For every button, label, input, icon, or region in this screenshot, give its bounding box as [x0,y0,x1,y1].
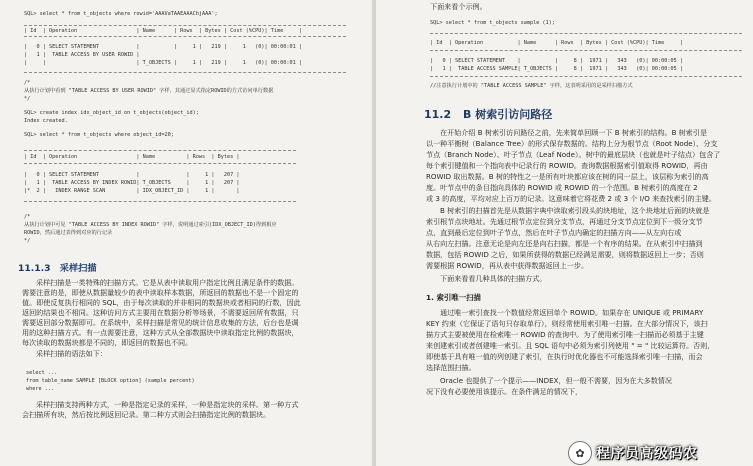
paragraph-line: KEY 约束（它保证了语句只存取单行），则经常使用索引唯一扫描。在大部分情况下，该扫 [426,319,708,328]
table-rule [24,163,296,164]
section-heading-sampling [18,260,97,274]
section-heading-btree [424,106,552,122]
paragraph-line: 节点（Branch Node）、叶子节点（Leaf Node）。树中的最底层块（也就是叶子结点）包含了 [426,150,721,159]
paragraph-line: 索引根节点块地址。先通过根节点定位到分支节点，再通过分支节点定位到下一级分支节 [426,217,703,226]
syntax-line: from table_name SAMPLE [BLOCK option] (sample percent) [26,378,195,384]
paragraph-line: 来创建索引或者创建唯一索引。且 SQL 语句中必须为索引列使用 " = " 比较运算符。否则， [426,341,715,350]
plan-row: | 0 | SELECT STATEMENT | | 8 | 1971 | 343 (0)| 00:00:05 | [430,58,683,64]
plan-header: | Id | Operation | Name | Rows | Bytes | Cost (%CPU)| Time | [430,40,683,46]
paragraph-line: 通过唯一索引查找一个数值经常返回单个 ROWID。如果存在 UNIQUE 或 PRIMARY [440,308,704,317]
code-line: Index created. [24,118,68,124]
syntax-line: select ... [26,370,58,376]
plan-row: | 0 | SELECT STATEMENT | | 1 | 219 | 1 (0)| 00:00:01 | [24,44,302,50]
paragraph-line: 会扫描所有块，然后按比例返回记录。第二种方式则会扫描指定比例的数据块。 [22,410,271,419]
paragraph-line: 选择范围扫描。 [426,363,476,372]
paragraph-line: B 树索引的扫描首先是从数据字典中读取索引段头的块地址，这个块地址后面的块就是 [440,206,710,215]
plan-header: | Id | Operation | Name | Rows | Bytes | Cost (%CPU)| Time | [24,28,302,34]
code-line: SQL> select * from t_objects where object_id=20; [24,132,174,138]
paragraph-line: 以一种平衡树（Balance Tree）的形式保存数据的。结构上分为根节点（Root Node）、分支 [426,139,718,148]
paragraph-line: 况下没有必要使用该提示。在条件满足的情况下， [426,387,583,396]
paragraph-line: 用的这种扫描方式。有一点需要注意，这种方式从全部数据块中读取指定比例的数据块， [22,328,299,337]
table-rule [24,150,296,151]
table-rule [430,50,742,51]
section-title: B 树索引访问路径 [462,108,553,121]
paragraph-line: 采样扫描是一类特殊的扫描方式。它是从表中读取用户指定比例且满足条件的数据。 [36,278,299,287]
paragraph-line: 描方式主要被使用在检索唯一 ROWID 的查询中。为了使用索引唯一扫描而必须基于主键 [426,330,704,339]
code-comment: ROWID，然后通过表得到对应的行记录 [24,230,113,236]
table-rule [24,201,296,202]
subsection-heading: 1. 索引唯一扫描 [426,293,481,302]
paragraph-line: 度。叶节点中的条目指向具体的 ROWID 或 ROWID 的一个范围。B 树索引的高度在 2 [426,183,698,192]
code-comment: //注意执行计划中的 "TABLE ACCESS SAMPLE" 字样，这表明采用的是采样扫描方式 [430,83,633,89]
section-number: 11.1.3 [18,263,51,274]
paragraph-line: 在开始介绍 B 树索引访问路径之前，先来简单回顾一下 B 树索引的结构。B 树索引是 [440,128,708,137]
code-comment: 从执行计划中可见 "TABLE ACCESS BY INDEX ROWID" 字样，说明通过索引(IDX_OBJECT_ID)得到相应 [24,222,277,228]
paragraph-line: 采样扫描支持两种方式，一种是指定记录的采样，一种是指定块的采样。第一种方式 [36,400,299,409]
code-comment: /* [24,214,31,220]
wechat-logo-icon: ✿ [568,441,592,465]
paragraph-line: 需要注意的是，即使从数据量较少的表中读取样本数据，所返回的数据也不是一个固定的 [22,288,299,297]
paragraph-line: 返回的结果也不相同。这种访问方式主要用在数据分析等场景，不需要返回所有数据，只 [22,308,299,317]
paragraph-line: 数据，包括 ROWID 之后，如果所获得的数据已经满足需要，则将数据返回上一步；否则 [426,250,704,259]
paragraph-line: 每次读取的数据块都是不同的，即返回的数据也不同。 [22,338,193,347]
paragraph-line: 从右向左扫描。注意无论是向左还是向右扫描，都是一个有序的结果。在从索引中扫描到 [426,239,703,248]
code-line: SQL> create index idx_object_id on t_objects(object_id); [24,110,199,116]
table-rule [24,36,346,37]
paragraph-line: 或 3 的高度，平均对应上百万的记录。这意味着它将花费 2 或 3 个 I/O 来查找索引的主键。 [426,194,716,203]
plan-row: | 1 | TABLE ACCESS BY INDEX ROWID| T_OBJECTS | 1 | 207 | [24,180,240,186]
paragraph-line: 即使基于具有唯一值的列创建了索引，在执行时优化器也不可能选择索引唯一扫描，而会 [426,352,703,361]
plan-row: |* 2 | INDEX RANGE SCAN | IDX_OBJECT_ID | 1 | | [24,188,240,194]
watermark [568,440,753,466]
paragraph-line: 每个索引键值和一个指向表中记录行的 ROWID。查询数据根据索引值取得 ROWID，再由 [426,161,708,170]
paragraph-line: 下面来看看几种具体的扫描方式。 [440,274,547,283]
plan-row: | 1 | TABLE ACCESS BY USER ROWID | [24,52,140,58]
paragraph-line: 点，直到最后定位到叶子节点，然后在叶子节点内确定的扫描方向——从左向右或 [426,228,682,237]
code-query-rowid: SQL> select * from t_objects where rowid='AAAVaTAAEAAAChjAAA'; [24,11,218,17]
plan-row: | | | T_OBJECTS | 1 | 219 | 1 (0)| 00:00:01 | [24,60,302,66]
syntax-line: where ... [26,386,55,392]
code-comment: 从执行计划中看到 "TABLE ACCESS BY USER ROWID" 字样，其通过显式指定ROWID的方式访问单行数据 [24,88,274,94]
paragraph-line: Oracle 也提供了一个提示——INDEX，但一般不需要，因为在大多数情况 [440,376,672,385]
plan-row: | 0 | SELECT STATEMENT | | 1 | 207 | [24,172,240,178]
paragraph-line: ROWID 取出数据。B 树的特性之一是所有叶块都应该在树的同一层上，该层称为索引的高 [426,172,709,181]
plan-header: | Id | Operation | Name | Rows | Bytes | [24,154,240,160]
table-rule [24,25,346,26]
table-rule [430,33,742,34]
paragraph-line: 采样扫描的语法如下： [36,349,107,358]
table-rule [430,76,742,77]
code-comment: /* [24,80,31,86]
paragraph-line: 值。即使反复执行相同的 SQL，由于每次读取的并非相同的数据块或者相同的行数，因此 [22,298,301,307]
paragraph-line: 下面来看个示例。 [430,2,487,11]
paragraph-line: 需要根据 ROWID，再从表中获得数据返回上一步。 [426,261,589,270]
section-title: 采样扫描 [59,263,97,274]
code-query-sample: SQL> select * from t_objects sample (1); [430,20,555,26]
watermark-text: 程序员高级码农 [596,446,698,462]
code-comment: */ [24,238,31,244]
plan-row: | 1 | TABLE ACCESS SAMPLE| T_OBJECTS | 8 | 1971 | 343 (0)| 00:00:05 | [430,66,683,72]
section-number: 11.2 [424,108,452,121]
code-comment: */ [24,96,31,102]
table-rule [24,72,346,73]
paragraph-line: 需要返回部分数据即可。在系统中，采样扫描是常见的统计信息收集的方法，后台也是调 [22,318,299,327]
